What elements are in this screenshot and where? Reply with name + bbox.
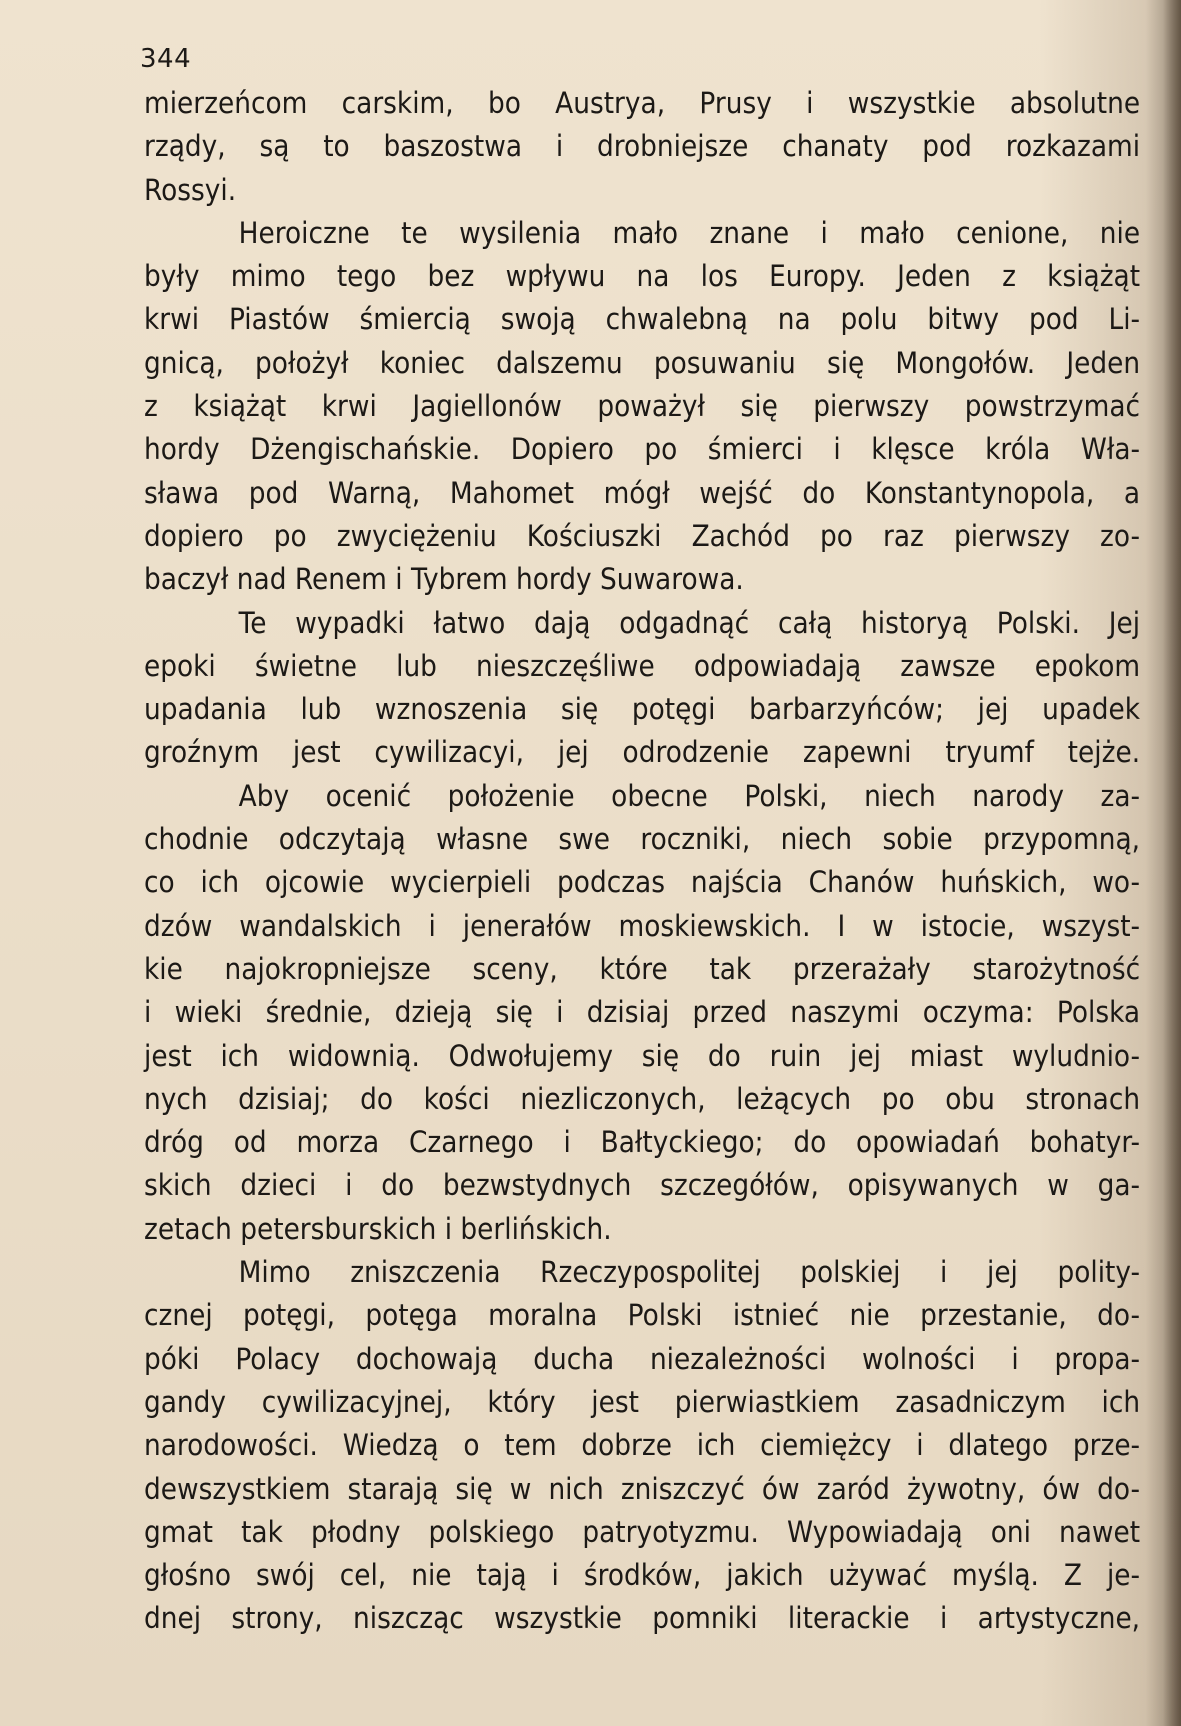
text-line: gmat tak płodny polskiego patryotyzmu. Wypowiadają oni nawet xyxy=(144,1514,1141,1549)
text-line: zetach petersburskich i berlińskich. xyxy=(144,1211,612,1246)
paragraph-start-line: Heroiczne te wysilenia mało znane i mało cenione, nie xyxy=(238,215,1141,250)
text-line: dnej strony, niszcząc wszystkie pomniki literackie i artystyczne, xyxy=(144,1601,1141,1636)
text-line: i wieki średnie, dzieją się i dzisiaj przed naszymi oczyma: Polska xyxy=(144,995,1141,1030)
page-edge-shadow xyxy=(1163,0,1181,1726)
text-line: nych dzisiaj; do kości niezliczonych, leżących po obu stronach xyxy=(144,1081,1141,1116)
text-line: krwi Piastów śmiercią swoją chwalebną na polu bitwy pod Li- xyxy=(144,302,1141,337)
text-line: sława pod Warną, Mahomet mógł wejść do Konstantynopola, a xyxy=(144,475,1141,510)
text-line: gandy cywilizacyjnej, który jest pierwiastkiem zasadniczym ich xyxy=(144,1384,1141,1419)
text-line: gnicą, położył koniec dalszemu posuwaniu się Mongołów. Jeden xyxy=(144,345,1141,380)
text-line: hordy Dżengischańskie. Dopiero po śmierci i klęsce króla Wła- xyxy=(144,432,1141,467)
text-line: upadania lub wznoszenia się potęgi barbarzyńców; jej upadek xyxy=(144,692,1141,727)
text-line: cznej potęgi, potęga moralna Polski istnieć nie przestanie, do- xyxy=(144,1298,1141,1333)
text-line: skich dzieci i do bezwstydnych szczegółów, opisywanych w ga- xyxy=(144,1168,1141,1203)
text-line: mierzeńcom carskim, bo Austrya, Prusy i wszystkie absolutne xyxy=(144,86,1141,120)
text-line: narodowości. Wiedzą o tem dobrze ich ciemiężcy i dlatego prze- xyxy=(144,1428,1141,1463)
text-line: epoki świetne lub nieszczęśliwe odpowiadają zawsze epokom xyxy=(144,648,1141,683)
text-line: co ich ojcowie wycierpieli podczas najścia Chanów huńskich, wo- xyxy=(144,865,1141,900)
text-line: rządy, są to baszostwa i drobniejsze chanaty pod rozkazami xyxy=(144,129,1141,164)
text-line: dopiero po zwyciężeniu Kościuszki Zachód po raz pierwszy zo- xyxy=(144,518,1141,553)
text-line: kie najokropniejsze sceny, które tak przerażały starożytność xyxy=(144,951,1141,986)
body-text xyxy=(144,82,1140,1641)
text-line: były mimo tego bez wpływu na los Europy. Jeden z książąt xyxy=(144,259,1141,294)
text-line: póki Polacy dochowają ducha niezależności wolności i propa- xyxy=(144,1341,1141,1376)
text-line: jest ich widownią. Odwołujemy się do ruin jej miast wyludnio- xyxy=(144,1038,1141,1073)
page-number: 344 xyxy=(140,44,192,74)
text-line: groźnym jest cywilizacyi, jej odrodzenie zapewni tryumf tejże. xyxy=(144,735,1141,770)
paragraph-start-line: Mimo zniszczenia Rzeczypospolitej polskiej i jej polity- xyxy=(238,1255,1141,1290)
paragraph-start-line: Te wypadki łatwo dają odgadnąć całą historyą Polski. Jej xyxy=(238,605,1141,640)
text-line: baczył nad Renem i Tybrem hordy Suwarowa. xyxy=(144,562,744,597)
text-line: z książąt krwi Jagiellonów poważył się pierwszy powstrzymać xyxy=(144,389,1141,424)
text-line: chodnie odczytają własne swe roczniki, niech sobie przypomną, xyxy=(144,822,1141,857)
text-line: dewszystkiem starają się w nich zniszczyć ów zaród żywotny, ów do- xyxy=(144,1471,1141,1506)
text-line: dróg od morza Czarnego i Bałtyckiego; do opowiadań bohatyr- xyxy=(144,1125,1141,1160)
paragraph-start-line: Aby ocenić położenie obecne Polski, niech narody za- xyxy=(238,778,1141,813)
text-line: Rossyi. xyxy=(144,172,237,207)
text-line: głośno swój cel, nie tają i środków, jakich używać myślą. Z je- xyxy=(144,1558,1141,1593)
text-line: dzów wandalskich i jenerałów moskiewskich. I w istocie, wszyst- xyxy=(144,908,1141,943)
